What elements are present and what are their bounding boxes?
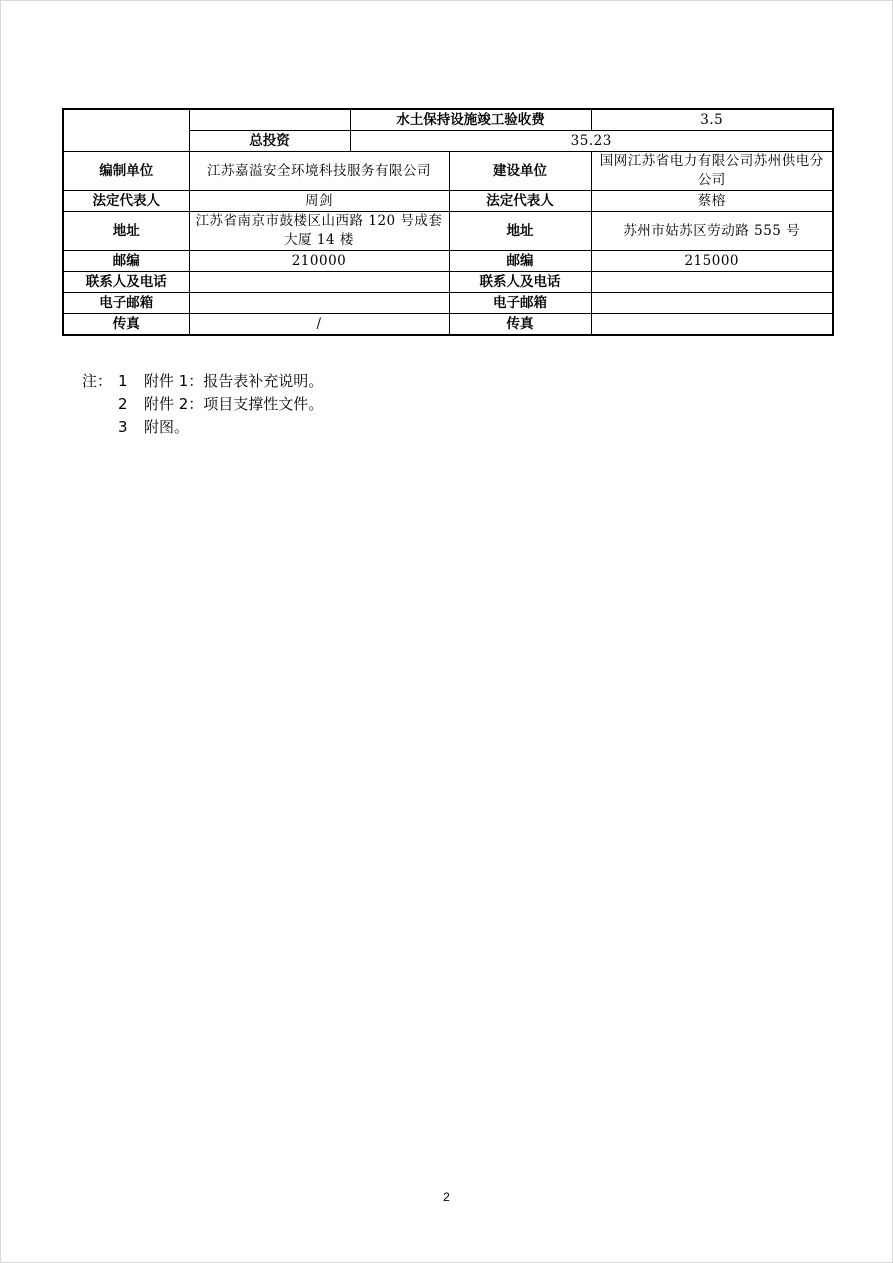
compiler-address-value: 江苏省南京市鼓楼区山西路 120 号成套大厦 14 楼 [189,212,449,251]
compiler-postcode-label: 邮编 [63,251,189,272]
total-investment-value: 35.23 [350,131,833,152]
builder-legal-rep-label: 法定代表人 [449,191,591,212]
builder-email-label: 电子邮箱 [449,293,591,314]
note-text: 附图。 [144,418,190,436]
acceptance-fee-value: 3.5 [591,109,833,131]
compiler-address-label: 地址 [63,212,189,251]
table-row [63,152,833,191]
table-row [63,314,833,336]
notes-section [82,370,323,439]
compiler-email-label: 电子邮箱 [63,293,189,314]
note-item [82,416,323,439]
table-row [63,293,833,314]
builder-contact-label: 联系人及电话 [449,272,591,293]
page-number: 2 [443,1190,450,1204]
note-number: 3 [118,418,128,436]
note-text: 附件 1：报告表补充说明。 [144,372,324,390]
builder-legal-rep-value: 蔡榕 [591,191,833,212]
acceptance-fee-label: 水土保持设施竣工验收费 [350,109,591,131]
compiler-fax-label: 传真 [63,314,189,336]
empty-cell [189,109,350,131]
empty-cell [63,109,189,152]
compiler-legal-rep-value: 周剑 [189,191,449,212]
compiler-value: 江苏嘉溢安全环境科技服务有限公司 [189,152,449,191]
note-number: 2 [118,395,128,413]
builder-fax-value [591,314,833,336]
builder-fax-label: 传真 [449,314,591,336]
table-row [63,212,833,251]
note-number: 1 [118,372,128,390]
table-row [63,272,833,293]
builder-value: 国网江苏省电力有限公司苏州供电分公司 [591,152,833,191]
builder-address-label: 地址 [449,212,591,251]
note-item [82,370,323,393]
total-investment-label: 总投资 [189,131,350,152]
builder-postcode-value: 215000 [591,251,833,272]
builder-email-value [591,293,833,314]
builder-postcode-label: 邮编 [449,251,591,272]
builder-contact-value [591,272,833,293]
compiler-email-value [189,293,449,314]
builder-label: 建设单位 [449,152,591,191]
table-row [63,251,833,272]
project-info-table [62,108,834,336]
table-row [63,191,833,212]
note-item [82,393,323,416]
compiler-contact-label: 联系人及电话 [63,272,189,293]
compiler-legal-rep-label: 法定代表人 [63,191,189,212]
compiler-fax-value: / [189,314,449,336]
builder-address-value: 苏州市姑苏区劳动路 555 号 [591,212,833,251]
compiler-contact-value [189,272,449,293]
notes-prefix: 注： [82,372,113,390]
compiler-postcode-value: 210000 [189,251,449,272]
compiler-label: 编制单位 [63,152,189,191]
table-row [63,109,833,131]
note-text: 附件 2：项目支撑性文件。 [144,395,324,413]
